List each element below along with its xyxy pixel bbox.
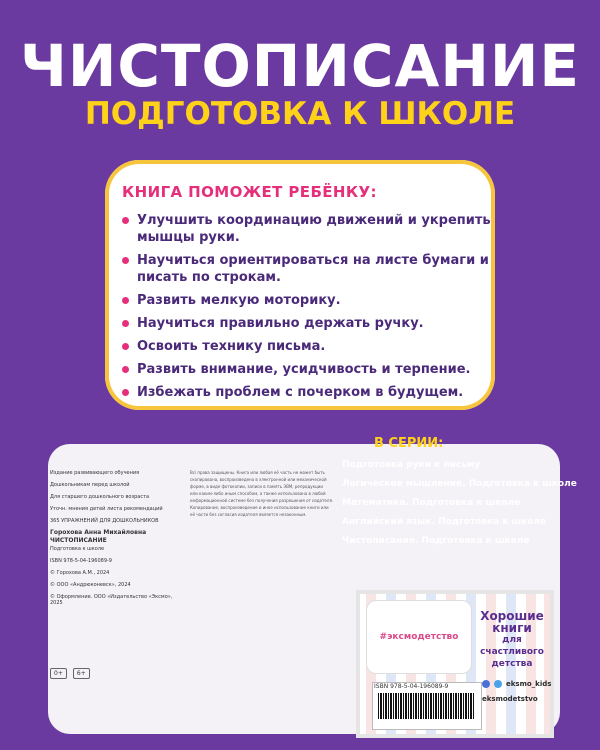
isbn-label: ISBN 978-5-04-196089-9 bbox=[374, 683, 449, 690]
age-rating bbox=[50, 668, 90, 679]
series-item: Логическое мышление. Подготовка к школе bbox=[342, 479, 577, 489]
imprint-note: Издание развивающего обучения bbox=[50, 470, 140, 476]
series-title: В СЕРИИ: bbox=[374, 436, 444, 451]
author: Горохова Анна Михайловна bbox=[50, 529, 147, 536]
social-handle-2: eksmodetstvo bbox=[482, 695, 538, 703]
legal-line: информационной системе без получения разрешения от издателя. bbox=[190, 498, 334, 503]
legal-line: форме, в виде фотокопии, записи в память ЭВМ, репродукции bbox=[190, 484, 323, 489]
copyright-2: © ООО «Андрюконевск», 2024 bbox=[50, 582, 131, 588]
social-links bbox=[482, 680, 552, 710]
series-list bbox=[342, 460, 582, 555]
book-title-small: ЧИСТОПИСАНИЕ bbox=[50, 537, 107, 544]
benefits-list bbox=[122, 212, 502, 407]
imprint-note: Для старшего дошкольного возраста bbox=[50, 494, 150, 500]
slogan bbox=[477, 610, 547, 670]
series-item: Подготовка руки к письму bbox=[342, 460, 481, 470]
benefit-item: Развить внимание, усидчивость и терпение. bbox=[122, 361, 502, 378]
age-badge-0: 0+ bbox=[50, 668, 67, 679]
benefit-item: Освоить технику письма. bbox=[122, 338, 502, 355]
series-item: Математика. Подготовка к школе bbox=[342, 498, 521, 508]
book-subtitle: ПОДГОТОВКА К ШКОЛЕ bbox=[84, 96, 516, 132]
social-row-2 bbox=[482, 695, 552, 703]
series-item: Чистописание. Подготовка к школе bbox=[342, 536, 530, 546]
imprint-note: Уточн. мнения детей листа рекомендаций bbox=[50, 506, 163, 512]
legal-line: скопирована, воспроизведена в электронной или механической bbox=[190, 477, 327, 482]
benefit-item: Научиться ориентироваться на листе бумаги и писать по строкам. bbox=[122, 252, 502, 286]
benefits-title: КНИГА ПОМОЖЕТ РЕБЁНКУ: bbox=[122, 183, 377, 201]
legal-line: или каким-либо иным способом, а также использована в любой bbox=[190, 491, 326, 496]
vk-icon bbox=[482, 680, 490, 688]
copyright-3: © Оформление. ООО «Издательство «Эксмо», 2025 bbox=[50, 594, 173, 606]
slogan-line-3: для счастливого детства bbox=[480, 635, 544, 669]
social-handle-1: eksmo_kids bbox=[506, 680, 552, 688]
benefit-item: Научиться правильно держать ручку. bbox=[122, 315, 502, 332]
book-subtitle-small: Подготовка к школе bbox=[50, 546, 105, 552]
imprint-left bbox=[50, 470, 180, 612]
series-item: Английский язык. Подготовка к школе bbox=[342, 517, 547, 527]
slogan-line-1: Хорошие bbox=[480, 609, 544, 623]
benefit-item: Избежать проблем с почерком в будущем. bbox=[122, 384, 502, 401]
telegram-icon bbox=[494, 680, 502, 688]
imprint-note: 365 УПРАЖНЕНИЙ ДЛЯ ДОШКОЛЬНИКОВ bbox=[50, 518, 159, 524]
imprint-note: Дошкольникам перед школой bbox=[50, 482, 130, 488]
age-badge-6: 6+ bbox=[73, 668, 90, 679]
legal-line: Копирование, воспроизведение и иное использование книги или bbox=[190, 505, 329, 510]
publisher-logo-card bbox=[366, 600, 472, 674]
copyright-1: © Горохова А.М., 2024 bbox=[50, 570, 110, 576]
book-title: ЧИСТОПИСАНИЕ bbox=[19, 32, 581, 100]
benefit-item: Развить мелкую моторику. bbox=[122, 292, 502, 309]
imprint-legal bbox=[190, 470, 340, 519]
isbn-line: ISBN 978-5-04-196089-9 bbox=[50, 558, 112, 564]
social-row-1 bbox=[482, 680, 552, 688]
barcode bbox=[378, 693, 474, 719]
slogan-line-2: книги bbox=[492, 621, 532, 635]
legal-line: Всі права защищены. Книга или любая её часть не может быть bbox=[190, 470, 325, 475]
legal-line: её части без согласия издателя является незаконным. bbox=[190, 512, 307, 517]
benefit-item: Улучшить координацию движений и укрепить мышцы руки. bbox=[122, 212, 502, 246]
publisher-logo: #эксмодетство bbox=[379, 632, 459, 642]
